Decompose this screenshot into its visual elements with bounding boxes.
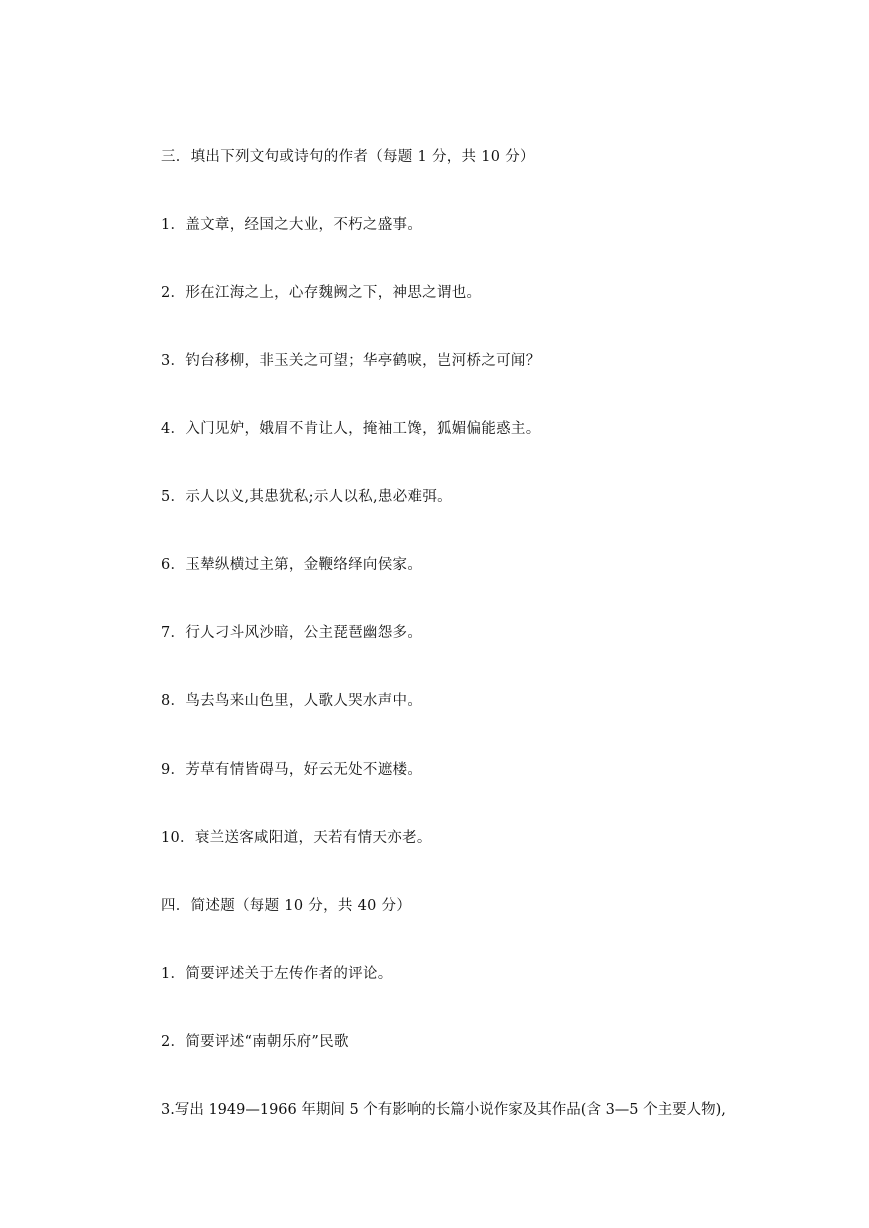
section-3-item-3: 3．钓台移柳，非玉关之可望；华亭鹤唳，岂河桥之可闻？: [161, 353, 541, 369]
section-3-item-7: 7．行人刁斗风沙暗，公主琵琶幽怨多。: [161, 625, 423, 641]
section-3-item-4: 4．入门见妒，娥眉不肯让人，掩袖工馋，狐媚偏能惑主。: [161, 421, 541, 437]
section-3-item-6: 6．玉辇纵横过主第，金鞭络绎向侯家。: [161, 557, 423, 573]
section-4-item-2: 2．简要评述“南朝乐府”民歌: [161, 1034, 349, 1050]
section-3-item-10: 10．衰兰送客咸阳道，天若有情天亦老。: [161, 830, 432, 846]
section-3-item-1: 1．盖文章，经国之大业，不朽之盛事。: [161, 217, 423, 233]
section-4-item-1: 1．简要评述关于左传作者的评论。: [161, 966, 393, 982]
section-3-item-8: 8．鸟去鸟来山色里，人歌人哭水声中。: [161, 693, 423, 709]
section-3-item-2: 2．形在江海之上，心存魏阙之下，神思之谓也。: [161, 285, 482, 301]
section-4-heading: 四．简述题（每题 10 分，共 40 分）: [161, 898, 412, 914]
section-3-item-5: 5．示人以义,其患犹私;示人以私,患必难弭。: [161, 489, 452, 505]
section-3-item-9: 9．芳草有情皆碍马，好云无处不遮楼。: [161, 762, 423, 778]
section-4-item-3: 3.写出 1949—1966 年期间 5 个有影响的长篇小说作家及其作品(含 3—5 个主要人物),: [161, 1102, 726, 1118]
section-3-heading: 三．填出下列文句或诗句的作者（每题 1 分，共 10 分）: [161, 149, 535, 165]
